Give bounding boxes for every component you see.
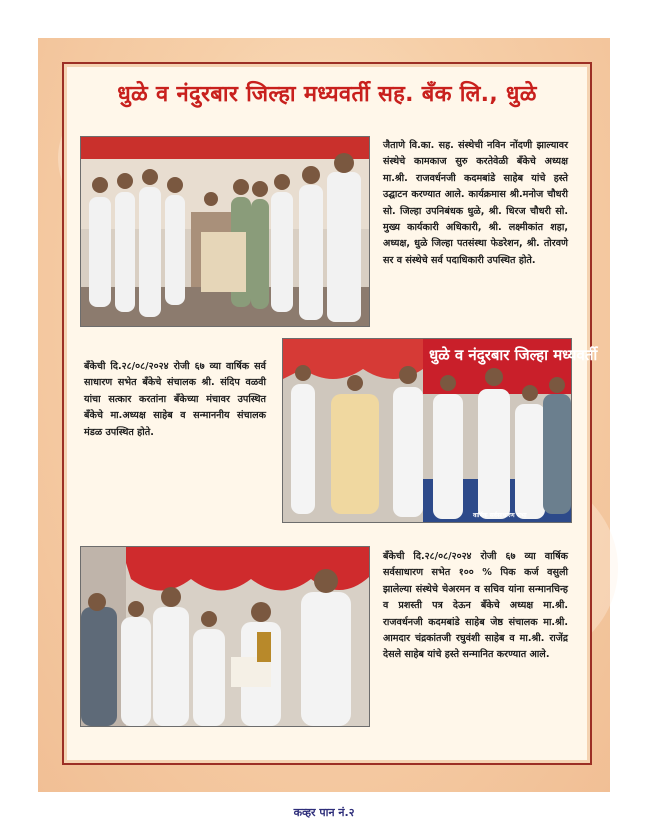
section-1-text: जैताणे वि.का. सह. संस्थेची नविन नोंदणी झाल्यावर संस्थेचे कामकाज सुरु करतेवेळी बँकेचे अध्यक्ष मा.श्री. राजवर्धनजी कदमबांडे साहेब यांचे हस्ते उद्घाटन करण्यात आले. कार्यक्रमास श्री.मनोज चौधरी सो. जिल्हा उपनिबंधक धुळे, श्री. धिरज चौधरी सो. मुख्य कार्यकारी अधिकारी, श्री. लक्ष्मीकांत शहा, अध्यक्ष, धुळे जिल्हा पतसंस्था फेडरेशन, श्री. तोरवणे सर व संस्थेचे सर्व पदाधिकारी उपस्थित होते. bbox=[383, 140, 568, 266]
photo-inauguration bbox=[80, 136, 370, 327]
photo-felicitation bbox=[282, 338, 598, 523]
photo-inauguration-image bbox=[81, 137, 369, 326]
section-2-text: बँकेची दि.२८/०८/२०२४ रोजी ६७ व्या वार्षिक सर्व साधारण सभेत बँकेचे संचालक श्री. संदिप वळवी यांचा सत्कार करतांना बँकेच्या मंचावर उपस्थित बँकेचे मा.अध्यक्ष साहेब व सन्माननीय संचालक मंडळ उपस्थित होते. bbox=[84, 361, 266, 438]
section-3-text: बँकेची दि.२८/०८/२०२४ रोजी ६७ व्या वार्षिक सर्वसाधारण सभेत १०० % पिक कर्ज वसुली झालेल्या संस्थेचे चेअरमन व सचिव यांना सन्मानचिन्ह व प्रशस्ती पत्र देऊन बँकेचे अध्यक्ष मा.श्री. राजवर्धनजी कदमबांडे साहेब जेष्ठ संचालक मा.श्री. आमदार चंद्रकांतजी रघुवंशी साहेब व मा.श्री. राजेंद्र देसले साहेब यांचे हस्ते सन्मानित करण्यात आले. bbox=[383, 551, 568, 661]
photo-award-ceremony-image bbox=[81, 547, 369, 726]
event-strip: वार्षिक सर्वसाधारण सभा bbox=[473, 512, 527, 519]
page-title: धुळे व नंदुरबार जिल्हा मध्यवर्ती सह. बँक लि., धुळे bbox=[117, 82, 537, 107]
photo-award-ceremony bbox=[80, 546, 370, 727]
banner-heading: धुळे व नंदुरबार जिल्हा मध्यवर्ती bbox=[429, 346, 598, 364]
page-footer: कव्हर पान नं.२ bbox=[293, 806, 355, 819]
photo-felicitation-image bbox=[283, 339, 571, 522]
